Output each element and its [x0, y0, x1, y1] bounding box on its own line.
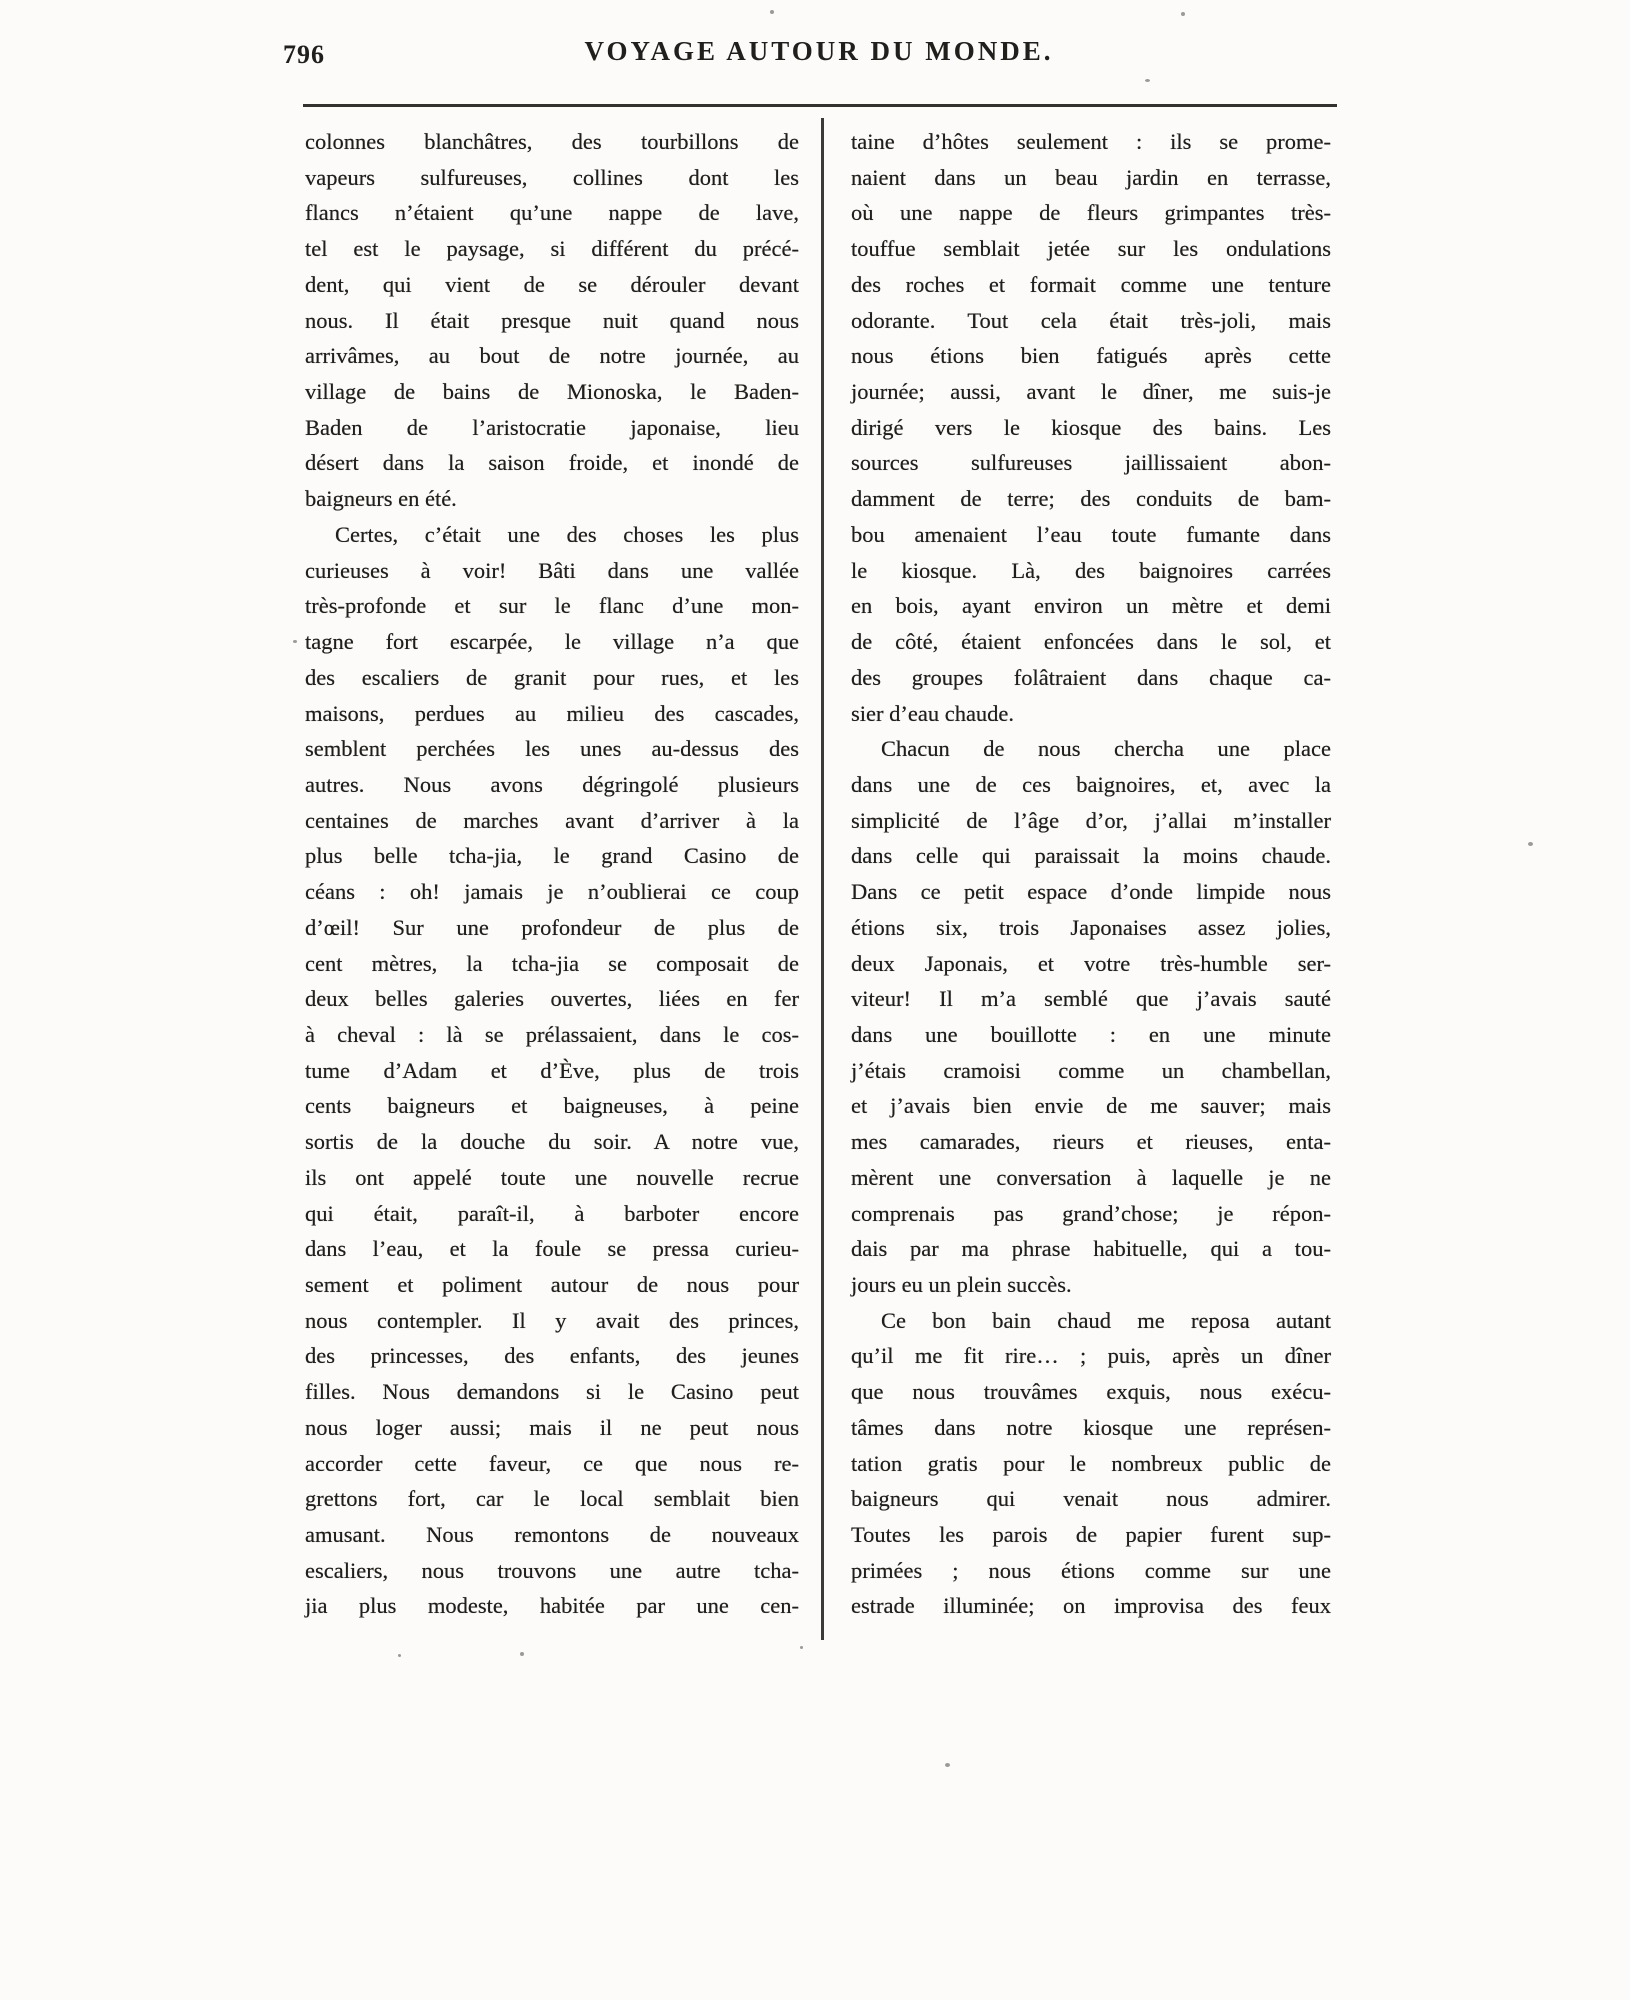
- text-line: que nous trouvâmes exquis, nous exécu-: [851, 1379, 1331, 1405]
- text-line: jia plus modeste, habitée par une cen-: [305, 1593, 799, 1619]
- text-line: amusant. Nous remontons de nouveaux: [305, 1522, 799, 1548]
- column-divider-rule: [821, 118, 824, 1640]
- text-line: étions six, trois Japonaises assez jolies,: [851, 914, 1331, 940]
- scan-speck: [800, 1646, 803, 1649]
- right-column: [851, 124, 1331, 1624]
- left-column: [305, 124, 799, 1624]
- text-line: Baden de l’aristocratie japonaise, lieu: [305, 414, 799, 440]
- text-line: des princesses, des enfants, des jeunes: [305, 1343, 799, 1369]
- text-line: viteur! Il m’a semblé que j’avais sauté: [851, 986, 1331, 1012]
- text-line: dais par ma phrase habituelle, qui a tou-: [851, 1236, 1331, 1262]
- text-line: comprenais pas grand’chose; je répon-: [851, 1200, 1331, 1226]
- text-line: journée; aussi, avant le dîner, me suis-je: [851, 379, 1331, 405]
- text-line: maisons, perdues au milieu des cascades,: [305, 700, 799, 726]
- text-line: de côté, étaient enfoncées dans le sol, et: [851, 629, 1331, 655]
- text-line: le kiosque. Là, des baignoires carrées: [851, 557, 1331, 583]
- text-line: nous étions bien fatigués après cette: [851, 343, 1331, 369]
- text-line: tagne fort escarpée, le village n’a que: [305, 629, 799, 655]
- text-line: primées ; nous étions comme sur une: [851, 1557, 1331, 1583]
- text-line: deux Japonais, et votre très-humble ser-: [851, 950, 1331, 976]
- running-title: VOYAGE AUTOUR DU MONDE.: [584, 36, 1054, 66]
- text-line: accorder cette faveur, ce que nous re-: [305, 1450, 799, 1476]
- text-line: des escaliers de granit pour rues, et les: [305, 664, 799, 690]
- text-line: centaines de marches avant d’arriver à la: [305, 807, 799, 833]
- text-line: damment de terre; des conduits de bam-: [851, 486, 1331, 512]
- text-line: des groupes folâtraient dans chaque ca-: [851, 664, 1331, 690]
- text-line: dans une bouillotte : en une minute: [851, 1021, 1331, 1047]
- text-line: désert dans la saison froide, et inondé de: [305, 450, 799, 476]
- text-line: cents baigneurs et baigneuses, à peine: [305, 1093, 799, 1119]
- text-line: j’étais cramoisi comme un chambellan,: [851, 1057, 1331, 1083]
- text-line: arrivâmes, au bout de notre journée, au: [305, 343, 799, 369]
- scan-speck: [293, 640, 297, 643]
- text-line: tel est le paysage, si différent du précé-: [305, 236, 799, 262]
- text-line: tâmes dans notre kiosque une représen-: [851, 1414, 1331, 1440]
- text-line: en bois, ayant environ un mètre et demi: [851, 593, 1331, 619]
- text-line: baigneurs en été.: [305, 486, 457, 512]
- text-line: Certes, c’était une des choses les plus: [335, 521, 799, 547]
- text-line: sier d’eau chaude.: [851, 700, 1015, 726]
- text-line: où une nappe de fleurs grimpantes très-: [851, 200, 1331, 226]
- text-line: sources sulfureuses jaillissaient abon-: [851, 450, 1331, 476]
- text-line: des roches et formait comme une tenture: [851, 271, 1331, 297]
- text-line: nous. Il était presque nuit quand nous: [305, 307, 799, 333]
- text-line: colonnes blanchâtres, des tourbillons de: [305, 129, 799, 154]
- text-line: Chacun de nous chercha une place: [881, 736, 1331, 762]
- text-line: baigneurs qui venait nous admirer.: [851, 1486, 1331, 1512]
- text-line: nous contempler. Il y avait des princes,: [305, 1307, 799, 1333]
- text-line: cent mètres, la tcha-jia se composait de: [305, 950, 799, 976]
- text-line: Dans ce petit espace d’onde limpide nous: [851, 879, 1331, 905]
- text-line: d’œil! Sur une profondeur de plus de: [305, 914, 799, 940]
- text-line: qu’il me fit rire… ; puis, après un dîner: [851, 1343, 1331, 1369]
- text-line: mèrent une conversation à laquelle je ne: [851, 1164, 1331, 1190]
- text-line: dirigé vers le kiosque des bains. Les: [851, 414, 1331, 440]
- text-line: grettons fort, car le local semblait bien: [305, 1486, 799, 1512]
- text-line: sement et poliment autour de nous pour: [305, 1272, 799, 1297]
- text-line: tation gratis pour le nombreux public de: [851, 1450, 1331, 1476]
- scan-speck: [945, 1763, 950, 1767]
- text-line: odorante. Tout cela était très-joli, mais: [851, 307, 1331, 333]
- page-number: 796: [283, 40, 325, 69]
- text-line: et j’avais bien envie de me sauver; mais: [851, 1093, 1331, 1119]
- text-line: deux belles galeries ouvertes, liées en fer: [305, 986, 799, 1012]
- text-line: filles. Nous demandons si le Casino peut: [305, 1379, 799, 1405]
- text-line: touffue semblait jetée sur les ondulations: [851, 236, 1331, 262]
- text-line: village de bains de Mionoska, le Baden-: [305, 379, 799, 405]
- scan-speck: [1181, 12, 1185, 16]
- text-line: dans celle qui paraissait la moins chaude.: [851, 843, 1331, 869]
- text-line: sortis de la douche du soir. A notre vue,: [305, 1129, 799, 1155]
- scan-speck: [1145, 79, 1150, 82]
- text-line: céans : oh! jamais je n’oublierai ce coup: [305, 879, 799, 905]
- text-line: curieuses à voir! Bâti dans une vallée: [305, 557, 799, 583]
- text-line: tume d’Adam et d’Ève, plus de trois: [305, 1057, 799, 1083]
- scan-speck: [520, 1652, 524, 1656]
- text-line: semblent perchées les unes au-dessus des: [305, 736, 799, 762]
- text-line: flancs n’étaient qu’une nappe de lave,: [305, 200, 799, 226]
- scan-speck: [770, 10, 774, 14]
- text-line: très-profonde et sur le flanc d’une mon-: [305, 593, 799, 619]
- text-line: estrade illuminée; on improvisa des feux: [851, 1593, 1331, 1619]
- text-line: ils ont appelé toute une nouvelle recrue: [305, 1164, 799, 1190]
- text-line: plus belle tcha-jia, le grand Casino de: [305, 843, 799, 869]
- text-line: dent, qui vient de se dérouler devant: [305, 271, 799, 297]
- text-line: dans une de ces baignoires, et, avec la: [851, 771, 1331, 797]
- text-line: Ce bon bain chaud me reposa autant: [881, 1307, 1331, 1333]
- text-line: simplicité de l’âge d’or, j’allai m’installer: [851, 807, 1331, 833]
- text-line: jours eu un plein succès.: [851, 1272, 1072, 1297]
- text-line: autres. Nous avons dégringolé plusieurs: [305, 771, 799, 797]
- text-line: naient dans un beau jardin en terrasse,: [851, 164, 1331, 190]
- text-line: nous loger aussi; mais il ne peut nous: [305, 1414, 799, 1440]
- text-line: bou amenaient l’eau toute fumante dans: [851, 521, 1331, 547]
- text-line: qui était, paraît-il, à barboter encore: [305, 1200, 799, 1226]
- text-line: mes camarades, rieurs et rieuses, enta-: [851, 1129, 1331, 1155]
- text-line: dans l’eau, et la foule se pressa curieu-: [305, 1236, 799, 1262]
- text-line: à cheval : là se prélassaient, dans le cos-: [305, 1021, 799, 1047]
- text-line: Toutes les parois de papier furent sup-: [851, 1522, 1331, 1548]
- text-line: vapeurs sulfureuses, collines dont les: [305, 164, 799, 190]
- scan-speck: [1528, 842, 1533, 846]
- scan-speck: [398, 1654, 401, 1657]
- text-line: escaliers, nous trouvons une autre tcha-: [305, 1557, 799, 1583]
- text-line: taine d’hôtes seulement : ils se prome-: [851, 129, 1331, 154]
- header-rule: [303, 104, 1337, 107]
